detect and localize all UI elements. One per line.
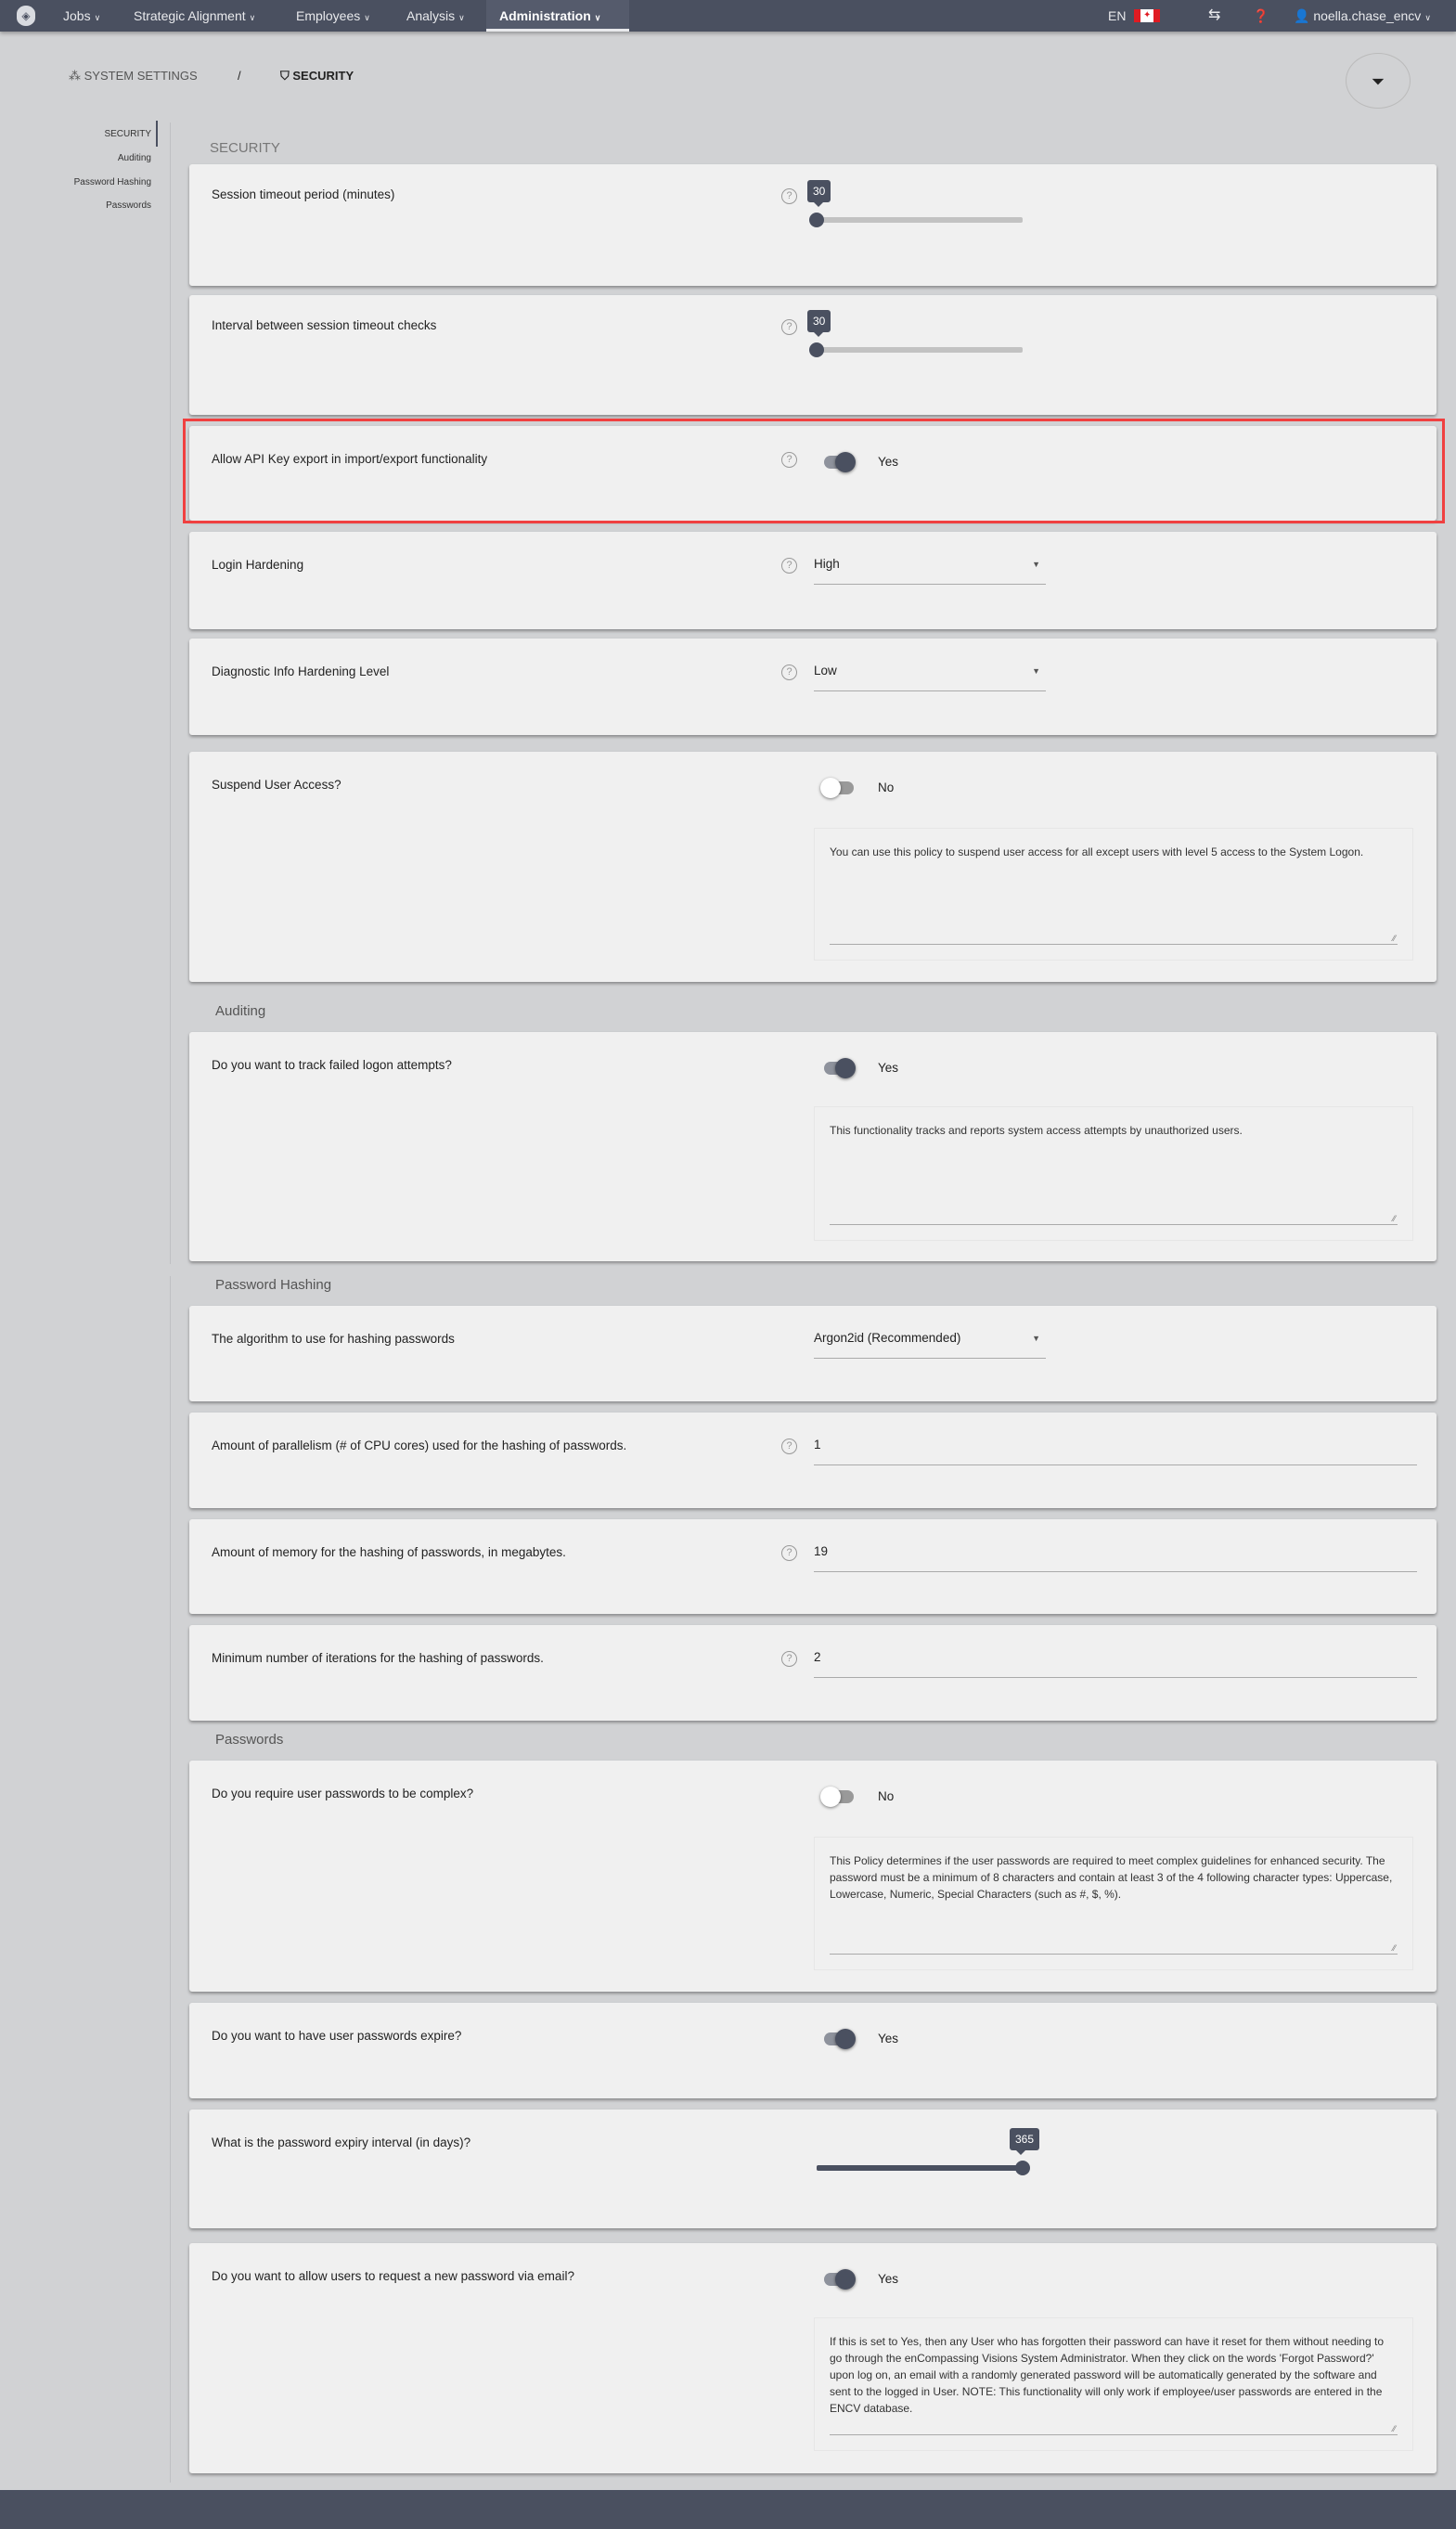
- nav-label: Administration: [499, 8, 591, 23]
- setting-login-hardening: [189, 532, 1437, 629]
- shield-icon: ⛉: [280, 69, 290, 83]
- nav-strategic-alignment[interactable]: [134, 0, 255, 32]
- complex-passwords-description[interactable]: [814, 1837, 1413, 1970]
- nav-label: Analysis: [406, 8, 456, 23]
- setting-label: Login Hardening: [212, 558, 304, 572]
- help-icon[interactable]: ?: [781, 558, 797, 574]
- setting-label: Amount of memory for the hashing of passwords, in megabytes.: [212, 1545, 566, 1559]
- toggle-value: Yes: [878, 2272, 899, 2286]
- description-text: This functionality tracks and reports system access attempts by unauthorized users.: [830, 1124, 1243, 1137]
- help-icon[interactable]: ?: [781, 188, 797, 204]
- setting-label: What is the password expiry interval (in days)?: [212, 2135, 471, 2149]
- interval-checks-slider[interactable]: [813, 315, 1023, 353]
- toggle-value: Yes: [878, 2032, 899, 2045]
- password-expire-toggle[interactable]: [822, 2031, 856, 2045]
- filter-icon: ⏷: [1371, 72, 1385, 91]
- setting-session-timeout: [189, 164, 1437, 286]
- select-value: Argon2id (Recommended): [814, 1331, 961, 1345]
- nav-label: Strategic Alignment: [134, 8, 246, 23]
- chevron-down-icon: ∨: [94, 13, 101, 22]
- help-icon[interactable]: ?: [781, 319, 797, 335]
- settings-sliders-icon[interactable]: ⇆: [1208, 7, 1221, 23]
- resize-handle-icon[interactable]: ⁄⁄: [1392, 1214, 1396, 1223]
- user-icon: 👤: [1294, 8, 1310, 23]
- section-title-password-hashing: Password Hashing: [215, 1277, 332, 1293]
- setting-memory: [189, 1519, 1437, 1614]
- slider-fill: [817, 2165, 1023, 2171]
- dropdown-arrow-icon: ▼: [1032, 666, 1040, 676]
- description-text: If this is set to Yes, then any User who has forgotten their password can have it reset for them without needing to go through the enCompassing Visions System Administrator. When they click on the words 'Forgot Password?' upon log on, an email with a randomly generated password will be automatically generated by the software and sent to the logged in User. NOTE: This functionality will only work if employee/user passwords are entered in the ENCV database.: [830, 2335, 1384, 2415]
- resize-handle-icon[interactable]: ⁄⁄: [1392, 2424, 1396, 2433]
- system-settings-icon: ⁂: [69, 69, 81, 83]
- help-icon[interactable]: ?: [781, 665, 797, 680]
- section-link-security[interactable]: SECURITY: [104, 129, 151, 139]
- slider-value-tooltip: 30: [807, 310, 831, 332]
- setting-suspend-access: [189, 752, 1437, 982]
- iterations-input[interactable]: 2: [814, 1647, 1417, 1678]
- active-section-indicator: [156, 121, 158, 147]
- select-value: Low: [814, 664, 837, 677]
- breadcrumb-current-label: SECURITY: [292, 69, 354, 83]
- parallelism-input[interactable]: 1: [814, 1435, 1417, 1465]
- nav-analysis[interactable]: [406, 0, 465, 32]
- setting-complex-passwords: [189, 1761, 1437, 1992]
- help-icon[interactable]: ❓: [1253, 8, 1269, 23]
- expiry-interval-slider[interactable]: [817, 2133, 1035, 2171]
- user-menu[interactable]: [1294, 0, 1431, 32]
- section-link-passwords[interactable]: Passwords: [106, 200, 151, 211]
- toggle-value: No: [878, 1789, 895, 1803]
- setting-label: Amount of parallelism (# of CPU cores) used for the hashing of passwords.: [212, 1439, 627, 1452]
- setting-label: Session timeout period (minutes): [212, 187, 395, 201]
- dropdown-arrow-icon: ▼: [1032, 560, 1040, 569]
- divider: [170, 1276, 171, 2483]
- setting-label: Suspend User Access?: [212, 778, 341, 792]
- chevron-down-icon: ∨: [458, 13, 465, 22]
- help-icon[interactable]: ?: [781, 1651, 797, 1667]
- description-text: You can use this policy to suspend user access for all except users with level 5 access to the System Logon.: [830, 845, 1364, 858]
- description-text: This Policy determines if the user passwords are required to meet complex guidelines for enhanced security. The password must be a minimum of 8 characters and contain at least 3 of the 4 following character types: Uppercase, Lowercase, Numeric, Special Characters (such as #, $, %).: [830, 1854, 1393, 1901]
- chevron-down-icon: ∨: [249, 13, 256, 22]
- slider-thumb[interactable]: [1015, 2161, 1030, 2175]
- email-reset-toggle[interactable]: [822, 2271, 856, 2286]
- breadcrumb-current: [280, 69, 354, 84]
- login-hardening-select[interactable]: [814, 554, 1046, 585]
- nav-label: Employees: [296, 8, 361, 23]
- slider-thumb[interactable]: [809, 213, 824, 227]
- breadcrumb-parent: SYSTEM SETTINGS: [84, 69, 198, 83]
- track-failed-toggle[interactable]: [822, 1060, 856, 1075]
- top-nav: [0, 0, 1456, 32]
- filter-button[interactable]: [1346, 53, 1411, 109]
- setting-track-failed-logons: [189, 1032, 1437, 1261]
- setting-parallelism: [189, 1413, 1437, 1508]
- setting-label: Do you want to track failed logon attempts?: [212, 1058, 452, 1072]
- chevron-down-icon: ∨: [594, 13, 601, 22]
- slider-thumb[interactable]: [809, 342, 824, 357]
- select-value: High: [814, 557, 840, 571]
- setting-label: Do you require user passwords to be complex?: [212, 1787, 474, 1800]
- section-title-security: SECURITY: [210, 140, 280, 156]
- slider-value-tooltip: 30: [807, 180, 831, 202]
- setting-label: The algorithm to use for hashing passwords: [212, 1332, 455, 1346]
- setting-iterations: [189, 1625, 1437, 1721]
- setting-expiry-interval: [189, 2110, 1437, 2228]
- username: noella.chase_encv: [1313, 8, 1422, 23]
- section-title-passwords: Passwords: [215, 1732, 284, 1748]
- session-timeout-slider[interactable]: [813, 185, 1023, 223]
- divider: [170, 123, 171, 1264]
- setting-label: Allow API Key export in import/export functionality: [212, 452, 488, 466]
- breadcrumb-separator: /: [238, 69, 241, 83]
- setting-label: Minimum number of iterations for the hashing of passwords.: [212, 1651, 544, 1665]
- language-selector[interactable]: EN: [1108, 8, 1127, 23]
- setting-label: Interval between session timeout checks: [212, 318, 437, 332]
- footer-bar: [0, 2490, 1456, 2529]
- setting-label: Do you want to have user passwords expire?: [212, 2029, 462, 2043]
- toggle-value: Yes: [878, 455, 899, 469]
- chevron-down-icon: ∨: [1424, 13, 1431, 22]
- toggle-value: No: [878, 781, 895, 794]
- slider-value-tooltip: 365: [1010, 2128, 1039, 2150]
- section-link-password-hashing[interactable]: Password Hashing: [73, 177, 151, 187]
- resize-handle-icon[interactable]: ⁄⁄: [1392, 1943, 1396, 1953]
- dropdown-arrow-icon: ▼: [1032, 1334, 1040, 1343]
- highlight-box: [183, 419, 1445, 523]
- setting-interval-checks: [189, 295, 1437, 415]
- complex-passwords-toggle[interactable]: [822, 1788, 856, 1803]
- app-logo-icon[interactable]: ◈: [17, 6, 35, 26]
- suspend-access-toggle[interactable]: [822, 780, 856, 794]
- canada-flag-icon[interactable]: ✦: [1134, 9, 1160, 22]
- setting-password-expire: [189, 2003, 1437, 2098]
- resize-handle-icon[interactable]: ⁄⁄: [1392, 934, 1396, 943]
- help-icon[interactable]: ?: [781, 1439, 797, 1454]
- memory-input[interactable]: 19: [814, 1542, 1417, 1572]
- help-icon[interactable]: ?: [781, 1545, 797, 1561]
- nav-administration[interactable]: [486, 0, 629, 32]
- breadcrumb-system-settings[interactable]: [69, 69, 198, 84]
- hash-algorithm-select[interactable]: [814, 1328, 1046, 1359]
- chevron-down-icon: ∨: [364, 13, 370, 22]
- suspend-access-description[interactable]: [814, 828, 1413, 961]
- nav-employees[interactable]: [296, 0, 370, 32]
- nav-jobs[interactable]: [63, 0, 100, 32]
- setting-email-reset: [189, 2243, 1437, 2473]
- setting-hash-algorithm: [189, 1306, 1437, 1401]
- track-failed-description[interactable]: [814, 1106, 1413, 1241]
- setting-diagnostic-hardening: [189, 639, 1437, 735]
- diagnostic-hardening-select[interactable]: [814, 661, 1046, 691]
- setting-label: Diagnostic Info Hardening Level: [212, 665, 390, 678]
- toggle-value: Yes: [878, 1061, 899, 1075]
- help-icon[interactable]: ?: [781, 452, 797, 468]
- email-reset-description[interactable]: [814, 2317, 1413, 2451]
- section-title-auditing: Auditing: [215, 1003, 266, 1019]
- section-link-auditing[interactable]: Auditing: [117, 153, 151, 163]
- setting-label: Do you want to allow users to request a new password via email?: [212, 2269, 574, 2283]
- nav-label: Jobs: [63, 8, 91, 23]
